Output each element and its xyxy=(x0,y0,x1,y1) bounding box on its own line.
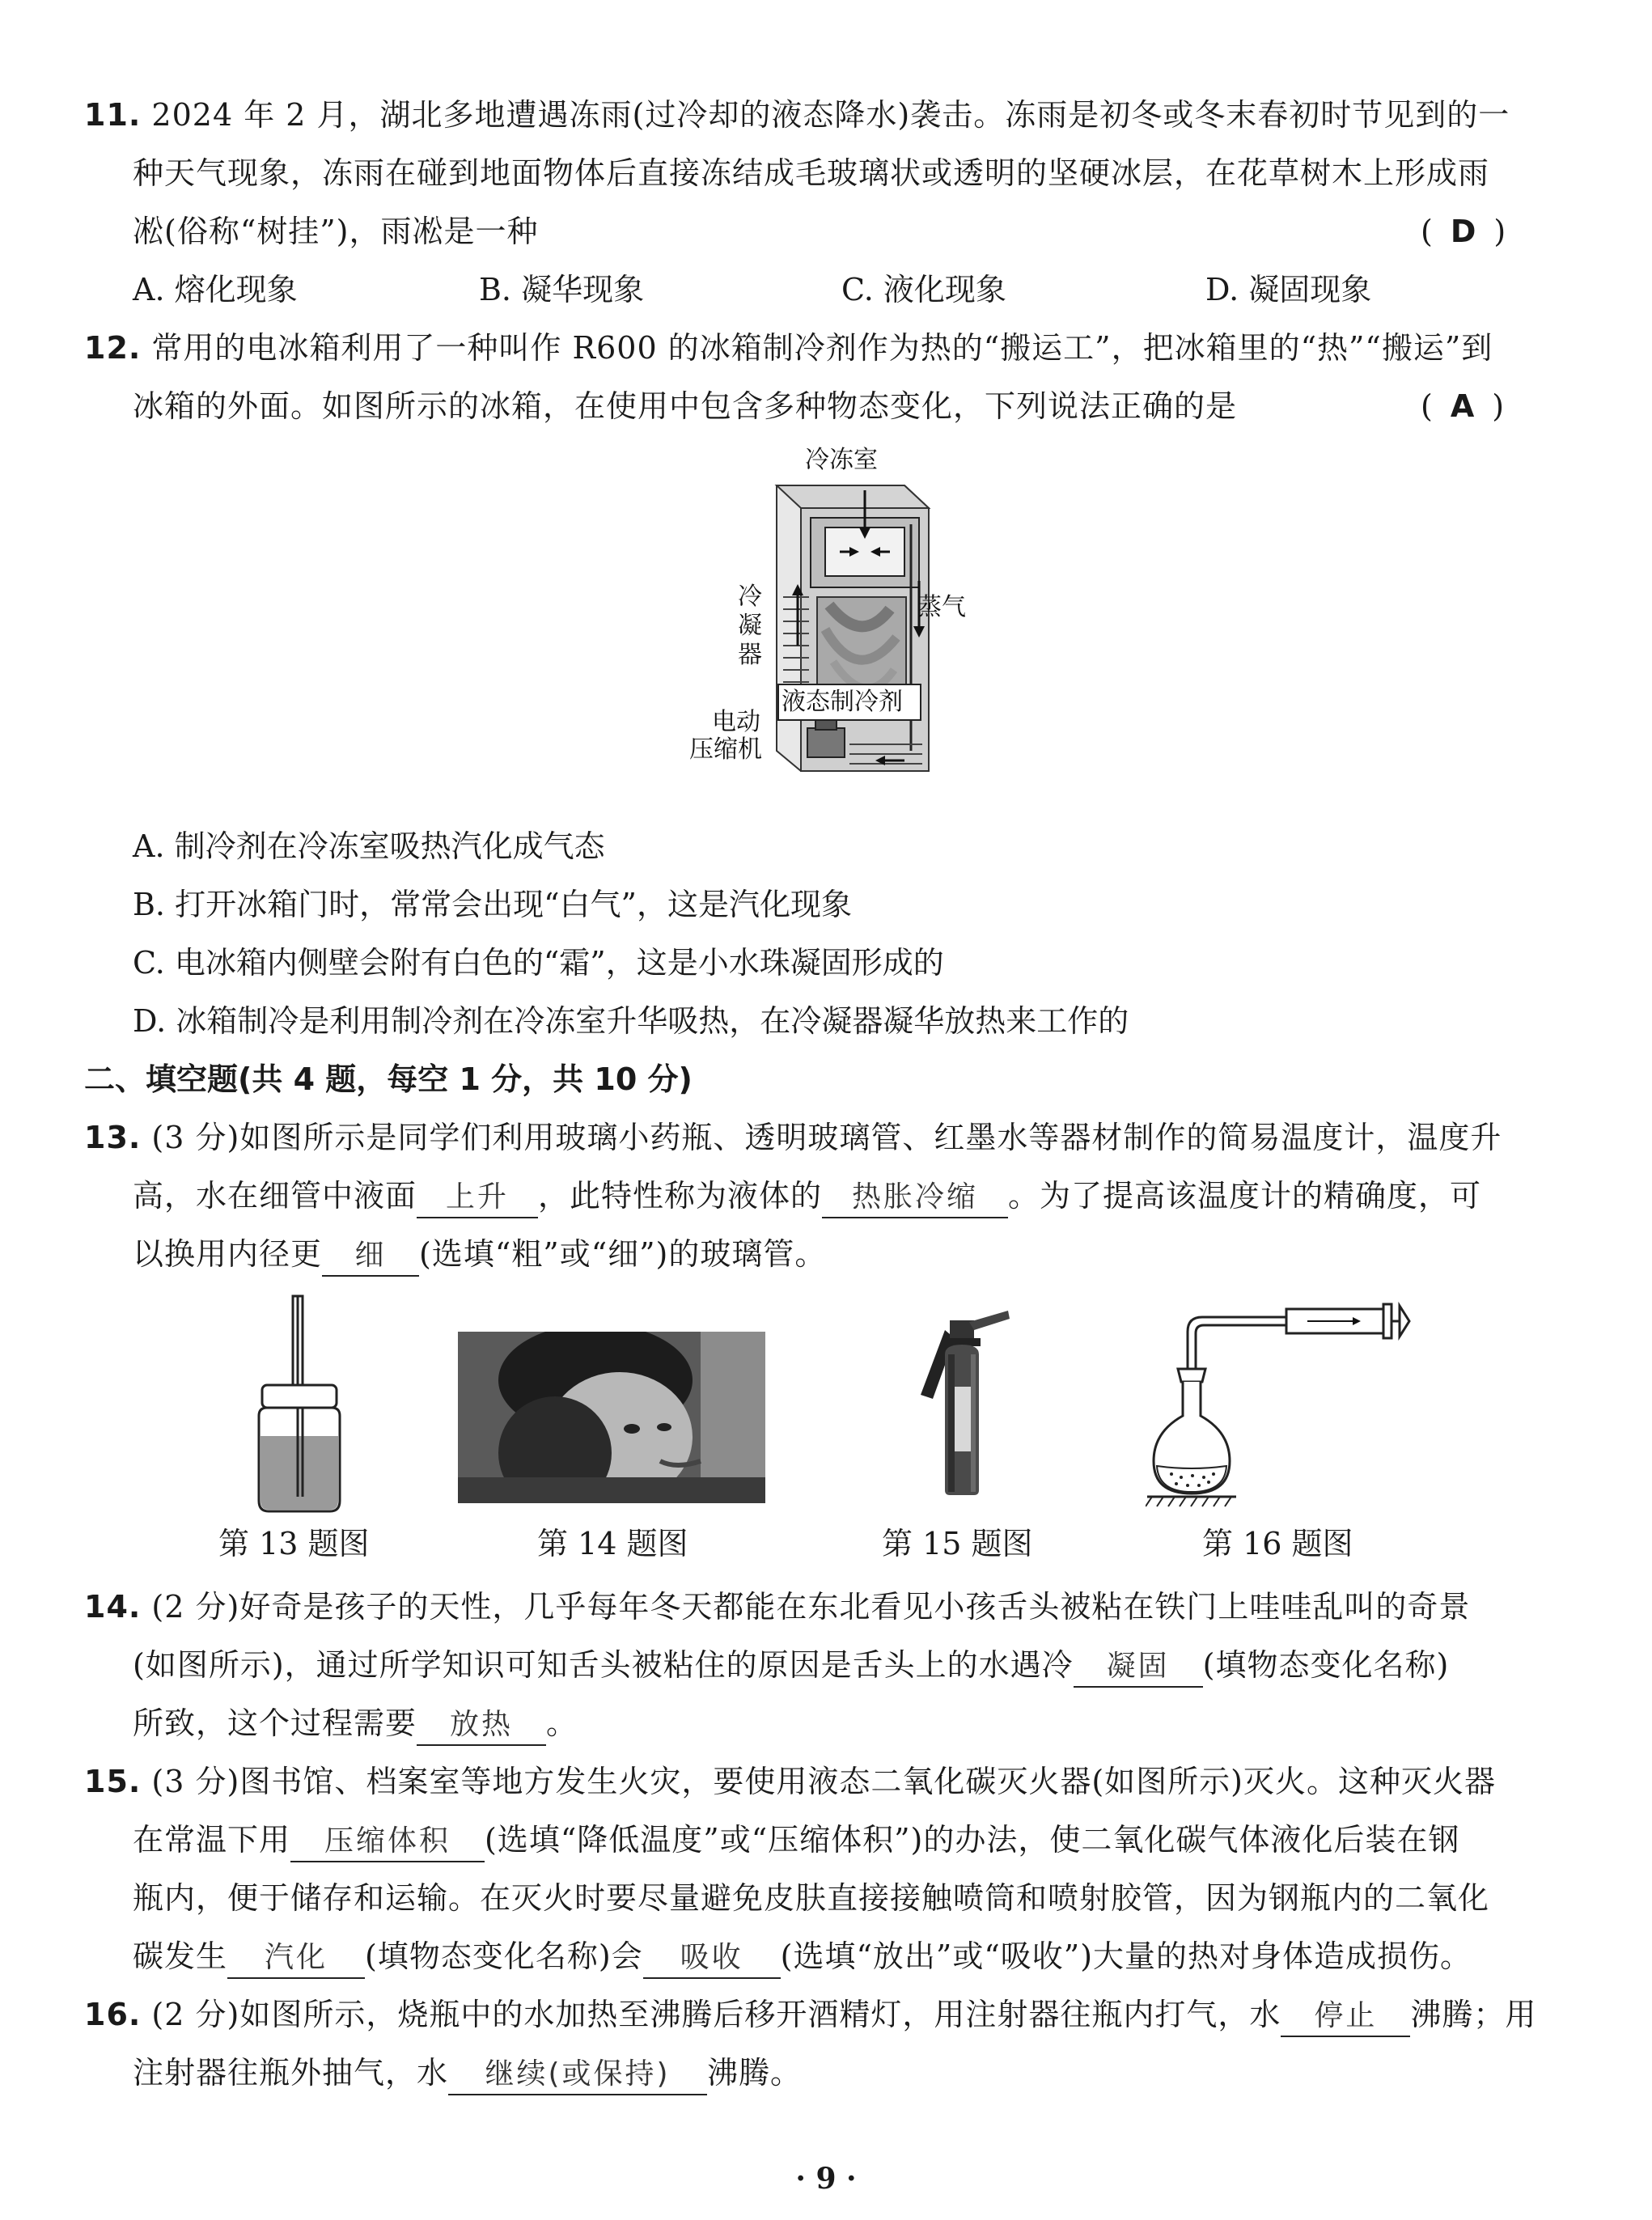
q16-blank-2: 继续(或保持) xyxy=(448,2055,707,2095)
q15-text-2a: 在常温下用 xyxy=(133,1822,291,1858)
label-compressor-line2: 压缩机 xyxy=(689,735,762,764)
label-liquid-refrigerant: 液态制冷剂 xyxy=(782,688,903,716)
q12-option-d: D. 冰箱制冷是利用制冷剂在冷冻室升华吸热，在冷凝器凝华放热来工作的 xyxy=(133,1003,1129,1039)
q15-text-4b: (填物态变化名称)会 xyxy=(365,1938,643,1974)
page-number: · 9 · xyxy=(795,2162,857,2196)
q16-text-2b: 沸腾。 xyxy=(707,2055,803,2091)
caption-figure-14: 第 14 题图 xyxy=(537,1526,688,1561)
q13-blank-2: 热胀冷缩 xyxy=(822,1178,1008,1218)
fridge-figure xyxy=(688,443,966,783)
label-condenser: 冷凝器 xyxy=(738,583,762,669)
q15-text-2b: (选填“降低温度”或“压缩体积”)的办法，使二氧化碳气体液化后装在钢 xyxy=(485,1822,1460,1858)
q16-line1 xyxy=(84,1995,1536,2037)
q11-option-a: A. 熔化现象 xyxy=(133,272,298,307)
section-fill-in-title: 二、填空题(共 4 题，每空 1 分，共 10 分) xyxy=(84,1061,693,1097)
q15-line2 xyxy=(133,1820,1459,1862)
q14-line1 xyxy=(84,1587,1470,1626)
q13-text-3b: (选填“粗”或“细”)的玻璃管。 xyxy=(419,1236,827,1272)
q16-text-1b: 沸腾；用 xyxy=(1410,1997,1537,2032)
q14-text-1: (2 分)好奇是孩子的天性，几乎每年冬天都能在东北看见小孩舌头被粘在铁门上哇哇乱叫的奇景 xyxy=(151,1589,1471,1625)
figure-16-flask-syringe xyxy=(1146,1294,1413,1513)
q12-line2: 冰箱的外面。如图所示的冰箱，在使用中包含多种物态变化，下列说法正确的是 xyxy=(133,388,1238,424)
q13-text-2a: 高，水在细管中液面 xyxy=(133,1178,417,1214)
figure-13-thermometer xyxy=(243,1294,356,1513)
q12-option-a: A. 制冷剂在冷冻室吸热汽化成气态 xyxy=(133,828,605,864)
q15-blank-3: 吸收 xyxy=(643,1938,781,1979)
q13-line2 xyxy=(133,1176,1481,1218)
q14-text-3a: 所致，这个过程需要 xyxy=(133,1705,417,1741)
q13-text-2b: ，此特性称为液体的 xyxy=(538,1178,823,1214)
caption-figure-15: 第 15 题图 xyxy=(882,1526,1033,1561)
q15-line3: 瓶内，便于储存和运输。在灭火时要尽量避免皮肤直接接触喷筒和喷射胶管，因为钢瓶内的二氧化 xyxy=(133,1880,1490,1916)
q16-text-1a: (2 分)如图所示，烧瓶中的水加热至沸腾后移开酒精灯，用注射器往瓶内打气，水 xyxy=(151,1997,1281,2032)
q15-number: 15. xyxy=(84,1764,142,1799)
q12-number: 12. xyxy=(84,330,142,366)
q14-line3 xyxy=(133,1704,578,1746)
q14-blank-1: 凝固 xyxy=(1074,1647,1203,1688)
q16-number: 16. xyxy=(84,1997,142,2032)
label-steam: 蒸气 xyxy=(917,593,966,621)
q14-text-2b: (填物态变化名称) xyxy=(1202,1647,1450,1683)
q11-option-d: D. 凝固现象 xyxy=(1205,272,1372,307)
caption-figure-16: 第 16 题图 xyxy=(1202,1526,1353,1561)
q14-text-2a: (如图所示)，通过所学知识可知舌头被粘住的原因是舌头上的水遇冷 xyxy=(133,1647,1074,1683)
q12-answer: ( A ) xyxy=(1421,388,1505,424)
q14-number: 14. xyxy=(84,1589,142,1625)
caption-figure-13: 第 13 题图 xyxy=(218,1526,370,1561)
q13-blank-1: 上升 xyxy=(417,1178,538,1218)
q13-number: 13. xyxy=(84,1120,142,1155)
q13-line1 xyxy=(84,1118,1502,1157)
figure-14-photo-child-tongue xyxy=(458,1332,765,1503)
q12-option-b: B. 打开冰箱门时，常常会出现“白气”，这是汽化现象 xyxy=(133,887,852,922)
q16-blank-1: 停止 xyxy=(1281,1997,1410,2037)
q11-answer: ( D ) xyxy=(1421,214,1506,249)
q13-text-2c: 。为了提高该温度计的精确度，可 xyxy=(1008,1178,1482,1214)
q14-blank-2: 放热 xyxy=(417,1705,546,1746)
figure-15-extinguisher xyxy=(896,1306,1026,1497)
q16-line2 xyxy=(133,2053,802,2095)
q11-answer-letter: D xyxy=(1450,214,1476,249)
q13-text-1: (3 分)如图所示是同学们利用玻璃小药瓶、透明玻璃管、红墨水等器材制作的简易温度计，温度升 xyxy=(151,1120,1502,1155)
q14-text-3b: 。 xyxy=(546,1705,578,1741)
label-freezer: 冷冻室 xyxy=(805,446,878,474)
q15-line1 xyxy=(84,1762,1496,1801)
q12-text-1: 常用的电冰箱利用了一种叫作 R600 的冰箱制冷剂作为热的“搬运工”，把冰箱里的“热”“搬运”到 xyxy=(151,330,1493,366)
q15-text-1: (3 分)图书馆、档案室等地方发生火灾，要使用液态二氧化碳灭火器(如图所示)灭火。这种灭火器 xyxy=(151,1764,1496,1799)
q13-text-3a: 以换用内径更 xyxy=(133,1236,323,1272)
q16-text-2a: 注射器往瓶外抽气，水 xyxy=(133,2055,449,2091)
q11-line3: 凇(俗称“树挂”)，雨凇是一种 xyxy=(133,214,539,249)
q13-line3 xyxy=(133,1235,826,1277)
q11-line1 xyxy=(84,95,1510,134)
q15-blank-1: 压缩体积 xyxy=(290,1822,485,1862)
label-compressor-line1: 电动 xyxy=(712,708,760,736)
q12-answer-letter: A xyxy=(1450,388,1475,424)
q13-blank-3: 细 xyxy=(322,1236,419,1277)
q11-line2: 种天气现象，冻雨在碰到地面物体后直接冻结成毛玻璃状或透明的坚硬冰层，在花草树木上形成雨 xyxy=(133,155,1490,191)
q12-line1 xyxy=(84,328,1493,367)
q15-text-4c: (选填“放出”或“吸收”)大量的热对身体造成损伤。 xyxy=(780,1938,1472,1974)
q15-line4 xyxy=(133,1937,1472,1979)
q15-text-4a: 碳发生 xyxy=(133,1938,228,1974)
q11-option-b: B. 凝华现象 xyxy=(479,272,645,307)
q15-blank-2: 汽化 xyxy=(227,1938,365,1979)
q14-line2 xyxy=(133,1646,1449,1688)
q11-text-1: 2024 年 2 月，湖北多地遭遇冻雨(过冷却的液态降水)袭击。冻雨是初冬或冬末春初时节见到的一 xyxy=(151,97,1510,133)
q12-option-c: C. 电冰箱内侧壁会附有白色的“霜”，这是小水珠凝固形成的 xyxy=(133,945,944,981)
q11-option-c: C. 液化现象 xyxy=(841,272,1006,307)
q11-number: 11. xyxy=(84,97,142,133)
